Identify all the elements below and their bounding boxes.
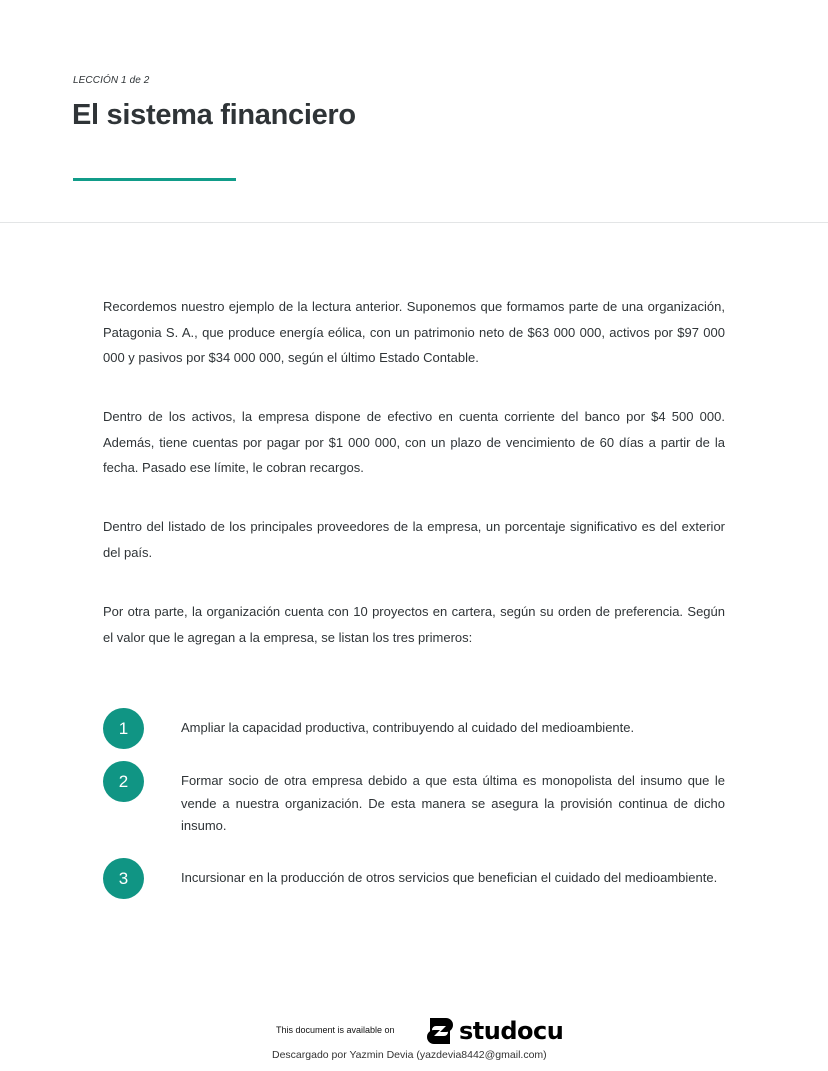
lesson-label: LECCIÓN 1 de 2 xyxy=(73,75,150,86)
studocu-logo-icon xyxy=(424,1015,456,1047)
page-title: El sistema financiero xyxy=(72,99,356,131)
number-badge: 1 xyxy=(103,708,144,749)
list-item-text: Formar socio de otra empresa debido a que esta última es monopolista del insumo que le vende a nuestra organización. De esta manera se asegura la provisión continua de dicho insumo. xyxy=(181,773,725,833)
available-on-text: This document is available on xyxy=(276,1025,395,1035)
title-underline xyxy=(73,178,236,181)
studocu-brand-link[interactable] xyxy=(424,1014,563,1048)
paragraph-2: Dentro de los activos, la empresa dispone de efectivo en cuenta corriente del banco por $4 500 000. Además, tiene cuentas por pagar por $1 000 000, con un plazo de vencimiento de 60 días a partir de la fecha. Pasado ese límite, le cobran recargos. xyxy=(103,409,725,475)
downloaded-by-text: Descargado por Yazmin Devia (yazdevia8442@gmail.com) xyxy=(272,1049,547,1061)
paragraph-3: Dentro del listado de los principales proveedores de la empresa, un porcentaje significativo es del exterior del país. xyxy=(103,519,725,560)
studocu-wordmark: studocu xyxy=(459,1017,564,1045)
paragraph-1: Recordemos nuestro ejemplo de la lectura anterior. Suponemos que formamos parte de una organización, Patagonia S. A., que produce energía eólica, con un patrimonio neto de $63 000 000, activos por $97 000 000 y pasivos por $34 000 000, según el último Estado Contable. xyxy=(103,299,725,365)
lesson-header xyxy=(0,0,828,223)
number-badge: 2 xyxy=(103,761,144,802)
list-item-text: Incursionar en la producción de otros servicios que benefician el cuidado del medioambiente. xyxy=(181,870,718,885)
list-item-text: Ampliar la capacidad productiva, contribuyendo al cuidado del medioambiente. xyxy=(181,720,635,735)
paragraph-4: Por otra parte, la organización cuenta con 10 proyectos en cartera, según su orden de preferencia. Según el valor que le agregan a la empresa, se listan los tres primeros: xyxy=(103,604,725,645)
number-badge: 3 xyxy=(103,858,144,899)
